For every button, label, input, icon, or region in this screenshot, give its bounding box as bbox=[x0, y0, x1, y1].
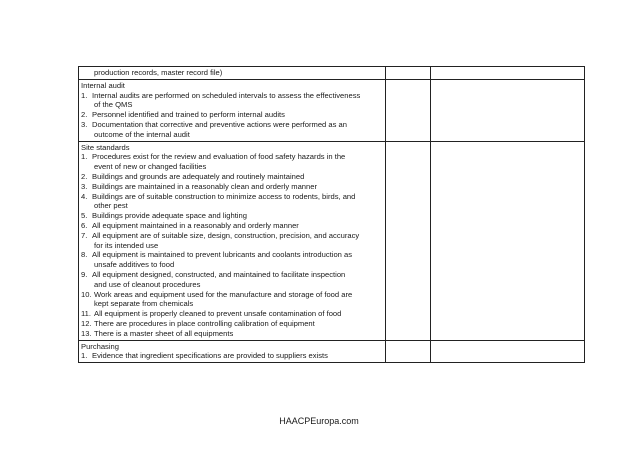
item-text: Work areas and equipment used for the manufacture and storage of food are bbox=[94, 289, 353, 299]
item-number: 13. bbox=[81, 328, 92, 338]
item-number: 6. bbox=[81, 220, 88, 230]
item-number: 4. bbox=[81, 191, 88, 201]
list-item bbox=[81, 270, 383, 280]
list-item bbox=[81, 192, 383, 202]
continuation-text: production records, master record file) bbox=[94, 68, 223, 77]
checklist-body bbox=[79, 67, 585, 363]
item-text: All equipment maintained in a reasonably and orderly manner bbox=[92, 220, 299, 230]
item-number: 1. bbox=[81, 351, 88, 361]
item-number: 3. bbox=[81, 181, 88, 191]
status-cell[interactable] bbox=[386, 141, 431, 340]
item-text: Procedures exist for the review and evaluation of food safety hazards in the bbox=[92, 152, 346, 162]
list-item bbox=[81, 152, 383, 162]
item-text: All equipment is maintained to prevent lubricants and coolants introduction as bbox=[92, 250, 353, 260]
item-text-continued: and use of cleanout procedures bbox=[94, 279, 201, 289]
item-text: Personnel identified and trained to perform internal audits bbox=[92, 110, 285, 120]
requirement-cell bbox=[79, 79, 386, 141]
item-text: There is a master sheet of all equipments bbox=[94, 328, 234, 338]
item-number: 5. bbox=[81, 211, 88, 221]
item-text-continued: kept separate from chemicals bbox=[94, 299, 194, 309]
comments-cell[interactable] bbox=[431, 67, 585, 80]
requirement-cell bbox=[79, 141, 386, 340]
list-item bbox=[81, 172, 383, 182]
list-item bbox=[81, 250, 383, 260]
status-cell[interactable] bbox=[386, 79, 431, 141]
item-text: All equipment are of suitable size, design, construction, precision, and accuracy bbox=[92, 230, 360, 240]
status-cell[interactable] bbox=[386, 67, 431, 80]
item-text: Buildings provide adequate space and lighting bbox=[92, 211, 247, 221]
status-cell[interactable] bbox=[386, 340, 431, 363]
list-item bbox=[81, 351, 383, 361]
list-item bbox=[81, 221, 383, 231]
item-text: Buildings are of suitable construction to minimize access to rodents, birds, and bbox=[92, 191, 356, 201]
item-text: Internal audits are performed on scheduled intervals to assess the effectiveness bbox=[92, 90, 361, 100]
item-text-continued: outcome of the internal audit bbox=[94, 129, 190, 139]
item-text: Buildings are maintained in a reasonably clean and orderly manner bbox=[92, 181, 317, 191]
list-item bbox=[81, 309, 383, 319]
footer-text: HAACPEuropa.com bbox=[279, 416, 359, 426]
item-number: 2. bbox=[81, 110, 88, 120]
item-number: 3. bbox=[81, 119, 88, 129]
checklist-table bbox=[78, 66, 585, 363]
table-row bbox=[79, 340, 585, 363]
section-heading: Site standards bbox=[81, 142, 130, 152]
table-row bbox=[79, 79, 585, 141]
list-item bbox=[81, 211, 383, 221]
item-text: Evidence that ingredient specifications are provided to suppliers exists bbox=[92, 351, 328, 361]
item-number: 9. bbox=[81, 269, 88, 279]
item-text-continued: for its intended use bbox=[94, 240, 159, 250]
item-text-continued: unsafe additives to food bbox=[94, 260, 175, 270]
item-text: Buildings and grounds are adequately and routinely maintained bbox=[92, 171, 305, 181]
requirement-cell bbox=[79, 67, 386, 80]
section-heading: Internal audit bbox=[81, 80, 125, 90]
item-text: All equipment is properly cleaned to prevent unsafe contamination of food bbox=[94, 309, 342, 319]
item-number: 1. bbox=[81, 152, 88, 162]
item-number: 12. bbox=[81, 318, 92, 328]
list-item bbox=[81, 110, 383, 120]
item-text-continued: other pest bbox=[94, 201, 128, 211]
list-item bbox=[81, 290, 383, 300]
item-number: 11. bbox=[81, 309, 91, 319]
list-item bbox=[81, 319, 383, 329]
item-number: 7. bbox=[81, 230, 88, 240]
list-item bbox=[81, 329, 383, 339]
item-number: 10. bbox=[81, 289, 92, 299]
item-number: 1. bbox=[81, 90, 88, 100]
item-text-continued: event of new or changed facilities bbox=[94, 162, 207, 172]
requirement-cell bbox=[79, 340, 386, 363]
list-item bbox=[81, 182, 383, 192]
item-number: 2. bbox=[81, 171, 88, 181]
list-item bbox=[81, 120, 383, 130]
item-text: Documentation that corrective and preventive actions were performed as an bbox=[92, 119, 347, 129]
item-text: All equipment designed, constructed, and maintained to facilitate inspection bbox=[92, 269, 346, 279]
list-item bbox=[81, 91, 383, 101]
section-heading: Purchasing bbox=[81, 341, 119, 351]
list-item bbox=[81, 231, 383, 241]
item-text: There are procedures in place controlling calibration of equipment bbox=[94, 318, 315, 328]
table-row bbox=[79, 141, 585, 340]
table-row bbox=[79, 67, 585, 80]
comments-cell[interactable] bbox=[431, 79, 585, 141]
item-number: 8. bbox=[81, 250, 88, 260]
comments-cell[interactable] bbox=[431, 141, 585, 340]
comments-cell[interactable] bbox=[431, 340, 585, 363]
item-text-continued: of the QMS bbox=[94, 100, 133, 110]
